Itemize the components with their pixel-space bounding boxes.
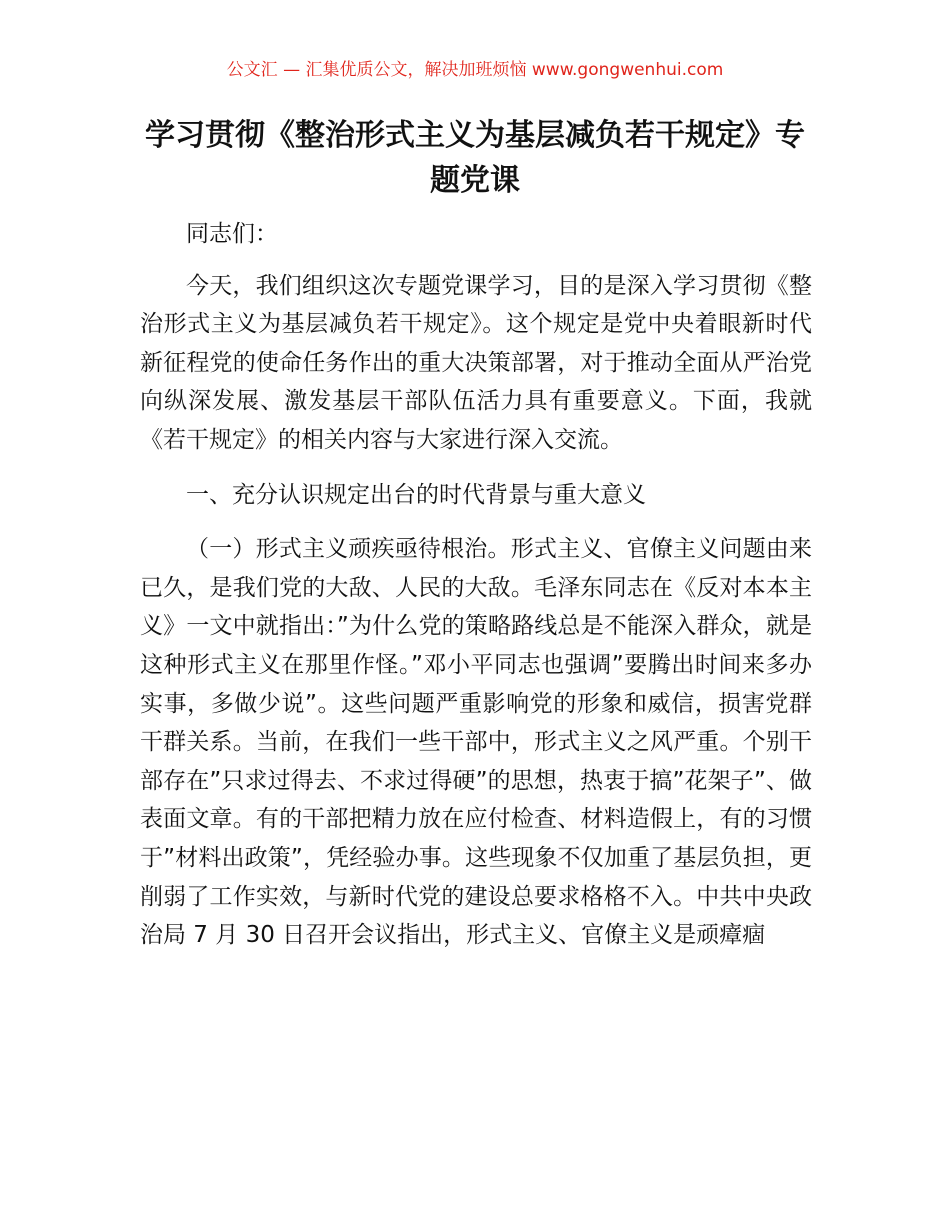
document-body xyxy=(140,215,812,955)
header-banner: 公文汇 — 汇集优质公文，解决加班烦恼 www.gongwenhui.com xyxy=(226,60,724,80)
paragraph-intro: 今天，我们组织这次专题党课学习，目的是深入学习贯彻《整治形式主义为基层减负若干规定》。这个规定是党中央着眼新时代新征程党的使命任务作出的重大决策部署，对于推动全面从严治党向纵深发展、激发基层干部队伍活力具有重要意义。下面，我就《若干规定》的相关内容与大家进行深入交流。 xyxy=(140,272,812,453)
document-title: 学习贯彻《整治形式主义为基层减负若干规定》专题党课 xyxy=(145,118,805,198)
paragraph-subsection: （一）形式主义顽疾亟待根治。形式主义、官僚主义问题由来已久，是我们党的大敌、人民的大敌。毛泽东同志在《反对本本主义》一文中就指出：”为什么党的策略路线总是不能深入群众，就是这种形式主义在那里作怪。”邓小平同志也强调”要腾出时间来多办实事，多做少说”。这些问题严重影响党的形象和威信，损害党群干群关系。当前，在我们一些干部中，形式主义之风严重。个别干部存在”只求过得去、不求过得硬”的思想，热衷于搞”花架子”、做表面文章。有的干部把精力放在应付检查、材料造假上，有的习惯于”材料出政策”，凭经验办事。这些现象不仅加重了基层负担，更削弱了工作实效，与新时代党的建设总要求格格不入。中共中央政治局 7 月 30 日召开会议指出，形式主义、官僚主义是顽瘴痼 xyxy=(140,536,812,949)
salutation: 同志们： xyxy=(186,221,278,247)
section-heading: 一、充分认识规定出台的时代背景与重大意义 xyxy=(186,481,646,508)
